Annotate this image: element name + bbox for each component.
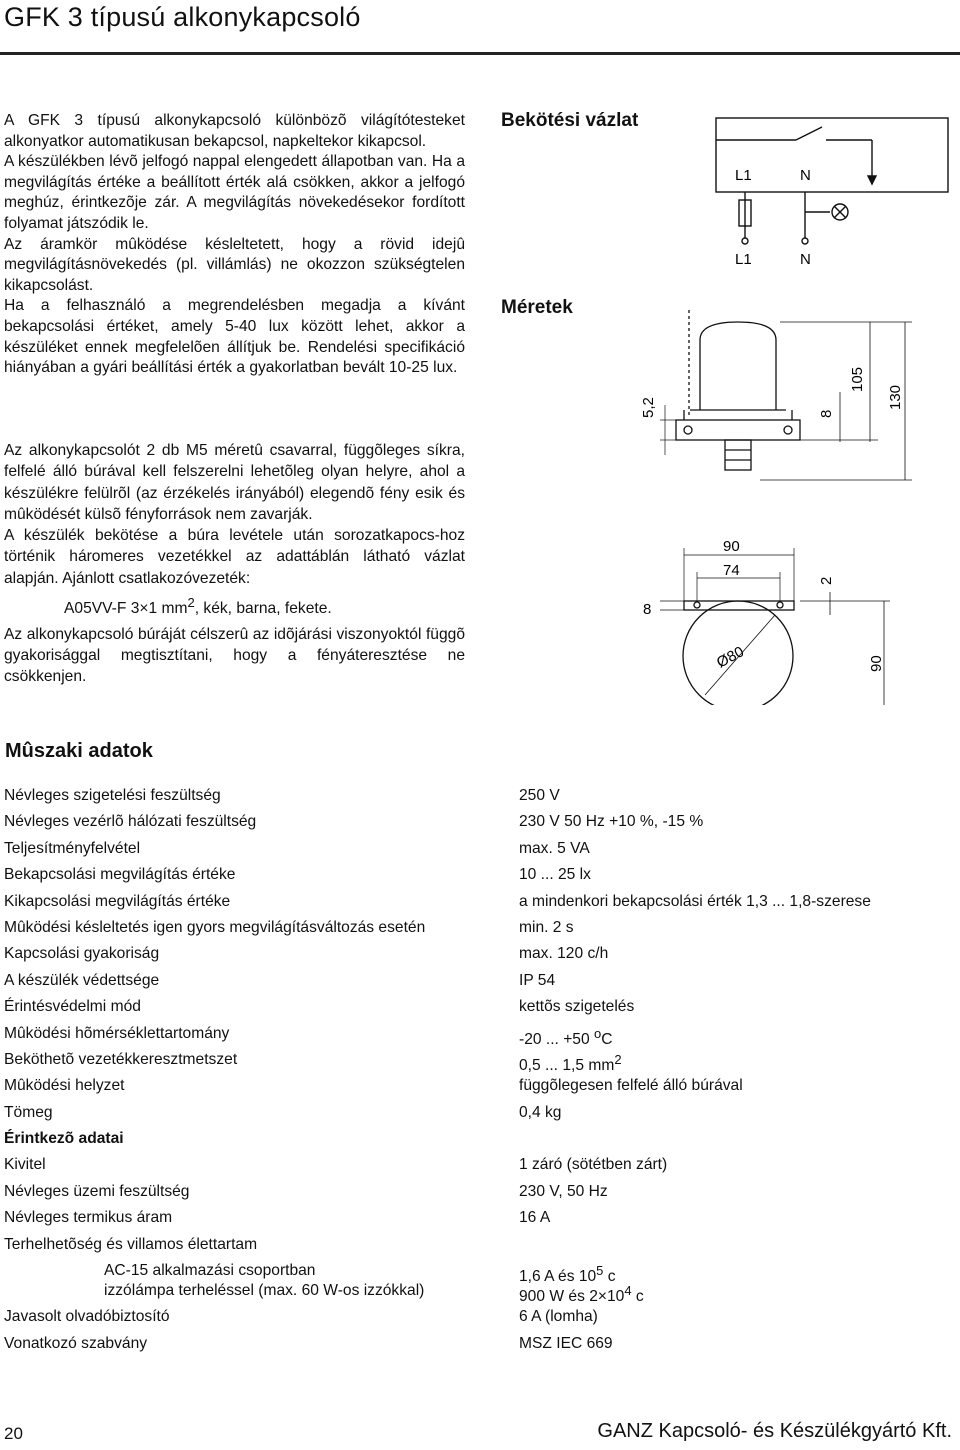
spec-value-text: 900 W és 2×10 [519,1288,625,1306]
install-paragraph: A készülék bekötése a búra levétele után sorozatkapocs-hoz történik háromeres vezetékkel az adattáblán látható vázlat alapján. Ajánlott csatlakozóvezeték: [4,527,465,587]
spec-value [519,1281,644,1307]
spec-value-text: -20 ... +50 [519,1030,594,1048]
intro-paragraph: Az áramkör mûködése késleltetett, hogy a rövid idejû megvilágításnövekedés (pl. villámlás) ne okozzon szükségtelen kikapcsolást. [4,235,465,294]
install-paragraph: Az alkonykapcsoló búráját célszerû az idõjárási viszonyoktól függõ gyakorisággal megtisztítani, hogy a fényáteresztése ne csökkenjen. [4,625,465,686]
spec-label: Mûködési helyzet [4,1077,125,1095]
spec-row [4,997,954,1023]
spec-label: Névleges termikus áram [4,1209,173,1227]
spec-value: 1 záró (sötétben zárt) [519,1156,668,1174]
dim-8-top: 8 [643,601,652,618]
spec-row [4,971,954,997]
spec-row [4,865,954,891]
spec-subheading: Érintkezõ adatai [4,1130,124,1148]
spec-value: 230 V, 50 Hz [519,1182,608,1200]
cable-spec-sup: 2 [187,595,195,611]
spec-row [4,1103,954,1129]
dim-90-top: 90 [723,538,740,555]
label-l1-bottom: L1 [735,251,752,268]
spec-table [4,786,954,1360]
spec-value-sup: 5 [596,1263,604,1279]
dim-90-side: 90 [868,655,885,672]
spec-row [4,1155,954,1181]
spec-value: 250 V [519,787,560,804]
page-number: 20 [4,1424,23,1443]
spec-label: Kikapcsolási megvilágítás értéke [4,892,231,910]
spec-label: A készülék védettsége [4,971,160,989]
spec-row [4,918,954,944]
dim-5-2: 5,2 [640,397,657,418]
spec-row [4,1235,954,1261]
terminal-icon [742,238,748,244]
terminal-icon [802,238,808,244]
intro-paragraph: A készülékben lévõ jelfogó nappal elengedett állapotban van. Ha a megvilágítás értéke a beállított érték alá csökken, akkor a jelfogó meghúz, érintkezõje zár. A megvilágítás növekedésekor fordított folyamat játszódik le. [4,153,465,232]
installation-text [4,440,465,687]
spec-subheading-row [4,1129,954,1155]
spec-row [4,786,954,812]
cable-spec-colors: , kék, barna, fekete. [194,600,332,618]
dim-2: 2 [818,576,835,585]
spec-value: 16 A [519,1209,551,1227]
spec-label: Kapcsolási gyakoriság [4,945,160,963]
spec-row [4,1281,954,1307]
spec-value [519,1050,622,1076]
spec-value-sup: 4 [624,1283,632,1299]
spec-label: Névleges vezérlõ hálózati feszültség [4,813,257,831]
dimensions-heading: Méretek [501,297,573,318]
spec-value-sup: 2 [614,1051,622,1067]
spec-label: Névleges üzemi feszültség [4,1182,190,1200]
title-rule [0,52,960,55]
spec-value: 0,4 kg [519,1103,562,1121]
spec-row [4,892,954,918]
spec-label: Érintésvédelmi mód [4,998,141,1016]
spec-value-unit: c [631,1288,644,1306]
intro-paragraph: A GFK 3 típusú alkonykapcsoló különbözõ világítótesteket alkonyatkor automatikusan bekapcsol, napkeltekor kikapcsol. [4,112,465,150]
dim-130: 130 [887,384,904,410]
dim-74: 74 [723,562,740,579]
spec-value [519,1024,612,1050]
spec-label: Mûködési hõmérséklettartomány [4,1024,230,1042]
label-l1-top: L1 [735,167,752,184]
dim-105: 105 [849,366,866,392]
cable-spec [4,592,465,619]
dome-outline [700,322,776,410]
spec-value: 10 ... 25 lx [519,866,591,884]
spec-row [4,944,954,970]
wiring-heading: Bekötési vázlat [501,110,639,131]
spec-label: Vonatkozó szabvány [4,1334,148,1352]
spec-label: Teljesítményfelvétel [4,839,141,857]
spec-value: kettõs szigetelés [519,998,635,1016]
cable-spec-text: A05VV-F 3×1 mm [64,600,188,618]
spec-row [4,839,954,865]
spec-value-text: 0,5 ... 1,5 mm [519,1057,615,1075]
tech-data-heading: Mûszaki adatok [5,740,153,762]
spec-label: Névleges szigetelési feszültség [4,787,221,804]
spec-value: a mindenkori bekapcsolási érték 1,3 ... 1,8-szerese [519,892,871,910]
spec-row [4,1024,954,1050]
spec-label: Mûködési késleltetés igen gyors megvilágításváltozás esetén [4,918,426,936]
base-plate [676,420,800,440]
spec-value: MSZ IEC 669 [519,1334,613,1352]
spec-value: max. 5 VA [519,839,590,857]
company-name: GANZ Kapcsoló- és Készülékgyártó Kft. [597,1420,952,1442]
spec-value-sup: o [593,1025,602,1041]
cable-gland [725,440,751,470]
spec-label: Beköthetõ vezetékkeresztmetszet [4,1050,238,1068]
install-paragraph: Az alkonykapcsolót 2 db M5 méretû csavarral, függõleges síkra, felfelé álló búrával kell felszerelni lehetõleg olyan helyre, ahol a készülékre felülrõl (az érzékelés irányából) elegendõ fény esik és mûködését külsõ fényforrások nem zavarják. [4,442,465,523]
spec-label: AC-15 alkalmazási csoportban [104,1262,316,1280]
spec-label: izzólámpa terheléssel (max. 60 W-os izzókkal) [104,1282,425,1300]
spec-value: 6 A (lomha) [519,1308,598,1326]
spec-row [4,1050,954,1076]
spec-row [4,1208,954,1234]
spec-label: Tömeg [4,1103,53,1121]
spec-value-unit: C [601,1030,613,1048]
label-n-bottom: N [800,251,811,268]
spec-label: Bekapcsolási megvilágítás értéke [4,866,236,884]
spec-row [4,1307,954,1333]
spec-value-text: 1,6 A és 10 [519,1268,597,1286]
dimension-drawing-side [660,310,912,480]
spec-row [4,1076,954,1102]
intro-text [4,111,465,379]
label-n-top: N [800,167,811,184]
spec-row [4,1182,954,1208]
spec-label: Terhelhetõség és villamos élettartam [4,1235,258,1253]
spec-value: max. 120 c/h [519,945,609,963]
spec-value-unit: c [603,1268,616,1286]
spec-value: 230 V 50 Hz +10 %, -15 % [519,813,704,831]
spec-value: függõlegesen felfelé álló búrával [519,1077,743,1095]
dimension-drawing-top [660,548,890,705]
spec-value: min. 2 s [519,918,574,936]
spec-label: Kivitel [4,1156,46,1174]
dim-8-side: 8 [818,409,835,418]
spec-row [4,812,954,838]
drawings [590,105,960,705]
spec-row [4,1261,954,1286]
intro-paragraph: Ha a felhasználó a megrendelésben megadja a kívánt bekapcsolási értéket, amely 5-40 lux között lehet, akkor a készüléket ennek megfelelõen állítjuk be. Rendelési specifikáció hiányában a gyári beállítási érték a gyakorlatban bevált 10-25 lux. [4,297,465,377]
page-title: GFK 3 típusú alkonykapcsoló [4,2,361,32]
spec-row [4,1334,954,1360]
dim-diameter-80: Ø80 [713,643,747,672]
spec-label: Javasolt olvadóbiztosító [4,1308,170,1326]
spec-value: IP 54 [519,971,556,989]
